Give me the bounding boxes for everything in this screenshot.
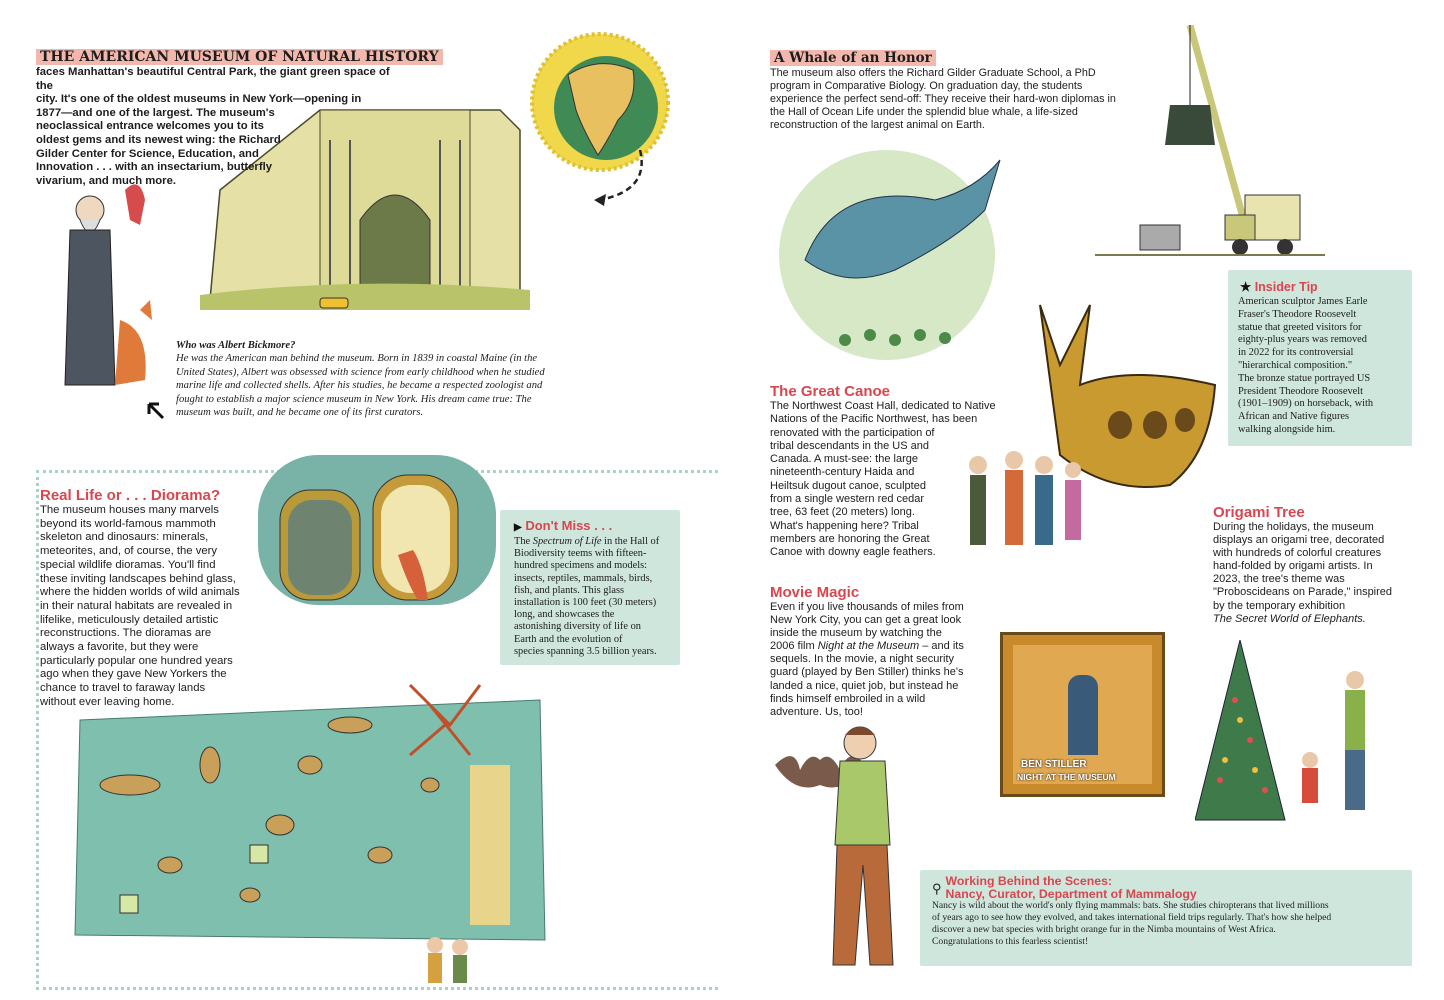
bickmore-question: Who was Albert Bickmore? — [176, 340, 296, 351]
poster-title: NIGHT AT THE MUSEUM — [1017, 772, 1116, 782]
movie-section — [770, 584, 964, 719]
intro-text: faces Manhattan's beautiful Central Park, the giant green space of the city. It's one of the oldest museums in New York—opening in 1877—and one of the largest. The museum's neoclassical entrance welcomes you to its oldest gems and its newest wing: the Richard Gilder Center for Science, Education, and Innovation . . . with an insectarium, butterfly vivarium, and much more. — [36, 66, 390, 187]
albert-bickmore-illustration — [40, 170, 170, 400]
insider-tip-title: Insider Tip — [1254, 280, 1318, 294]
triangle-right-icon: ▶ — [514, 522, 522, 533]
behind-scenes-box — [920, 870, 1412, 966]
origami-text: During the holidays, the museum displays an origami tree, decorated with hundreds of colorful creatures hand-folded by origami artists. In 2023, the tree's theme was "Proboscideans on Parade," inspired by the temporary exhibition — [1213, 521, 1393, 612]
magnifier-icon: ⚲ — [932, 881, 942, 896]
dont-miss-text: The Spectrum of Life in the Hall of Biodiversity teems with fifteen- hundred specimens and models: insects, reptiles, mammals, birds, fish, and plants. This glass installation is 100 feet (30 meters) long, and showcases the astonishing diversity of life on Earth and the evolution of species spanning 3.5 billion years. — [514, 536, 660, 657]
diorama-title: Real Life or . . . Diorama? — [40, 487, 221, 504]
spectrum-of-life-illustration — [50, 675, 610, 995]
star-icon: ★ — [1240, 280, 1252, 294]
canoe-section — [770, 383, 996, 560]
intro-title: THE AMERICAN MUSEUM OF NATURAL HISTORY — [36, 49, 443, 65]
origami-tree-illustration — [1195, 640, 1415, 830]
diorama-section — [40, 487, 240, 710]
behind-scenes-title: Working Behind the Scenes: — [945, 874, 1113, 888]
behind-scenes-text: Nancy is wild about the world's only flying mammals: bats. She studies chiropterans that lived millions of years ago to see how they evolved, and takes international field trips regularly. That's how she helped discover a new bat species with bright orange fur in the Nimba mountains of West Africa. Congratulations to this fearless scientist! — [932, 900, 1332, 947]
intro-section — [36, 48, 443, 188]
bickmore-section — [176, 339, 545, 419]
whale-title: A Whale of an Honor — [770, 50, 936, 66]
insider-tip-box — [1228, 270, 1412, 446]
dont-miss-title: Don't Miss . . . — [525, 518, 613, 533]
bickmore-text: He was the American man behind the museum. Born in 1839 in coastal Maine (in the United States), Albert was obsessed with science from early childhood when he studied marine life and collected shells. After his studies, he became a respected zoologist and fought to establish a major science museum in New York. His dream came true: The museum was built, and he became one of its first curators. — [176, 353, 545, 419]
arrow-pointer-icon — [145, 400, 167, 422]
movie-poster — [1000, 632, 1165, 797]
movie-text: Even if you live thousands of miles from New York City, you can get a great look inside the museum by watching the 2006 film Night at the Museum – and its sequels. In the movie, a night security guard (played by Ben Stiller) thinks he's landed a nice, quiet job, but instead he finds himself embroiled in a wild adventure. Us, too! — [770, 601, 964, 718]
canoe-title: The Great Canoe — [770, 383, 891, 400]
movie-title: Movie Magic — [770, 584, 860, 601]
canoe-text: The Northwest Coast Hall, dedicated to Native Nations of the Pacific Northwest, has been renovated with the participation of tribal descendants in the US and Canada. A must-see: the large nineteenth-century Haida and Heiltsuk dugout canoe, sculpted from a single western red cedar tree, 63 feet (20 meters) long. What's happening here? Tribal members are honoring the Great Canoe with downy eagle feathers. — [770, 400, 996, 559]
behind-scenes-subtitle: Nancy, Curator, Department of Mammalogy — [945, 886, 1197, 901]
whale-section — [770, 49, 1150, 132]
dont-miss-box — [500, 510, 680, 665]
dashed-arrow-icon — [590, 150, 660, 220]
whale-text: The museum also offers the Richard Gilder Graduate School, a PhD program in Comparative Biology. On graduation day, the students experience the perfect send-off: They receive their hard-won diplomas in the Hall of Ocean Life under the splendid blue whale, a life-sized reconstruction of the largest animal on Earth. — [770, 67, 1116, 131]
diorama-text: The museum houses many marvels beyond its world-famous mammoth skeleton and dinosaurs: minerals, meteorites, and, of course, the very special wildlife dioramas. You'll find these inviting landscapes behind glass, where the hidden worlds of wild animals in their natural habitats are revealed in lifelike, meticulously detailed artistic reconstructions. The dioramas are always a favorite, but they were particularly popular one hundred years ago when they gave New Yorkers the chance to travel to faraway lands without ever leaving home. — [40, 504, 240, 708]
poster-actor: BEN STILLER — [1021, 759, 1087, 770]
origami-exhibition: The Secret World of Elephants. — [1213, 612, 1366, 625]
insider-tip-text: American sculptor James Earle Fraser's Theodore Roosevelt statue that greeted visitors for eighty-plus years was removed in 2022 for its controversial "hierarchical composition." The bronze statue portrayed US President Theodore Roosevelt (1901–1909) on horseback, with African and Native figures walking alongside him. — [1238, 296, 1374, 435]
nancy-bat-illustration — [775, 725, 915, 975]
diorama-windows-illustration — [258, 455, 498, 610]
origami-section — [1213, 504, 1392, 626]
origami-title: Origami Tree — [1213, 504, 1305, 521]
